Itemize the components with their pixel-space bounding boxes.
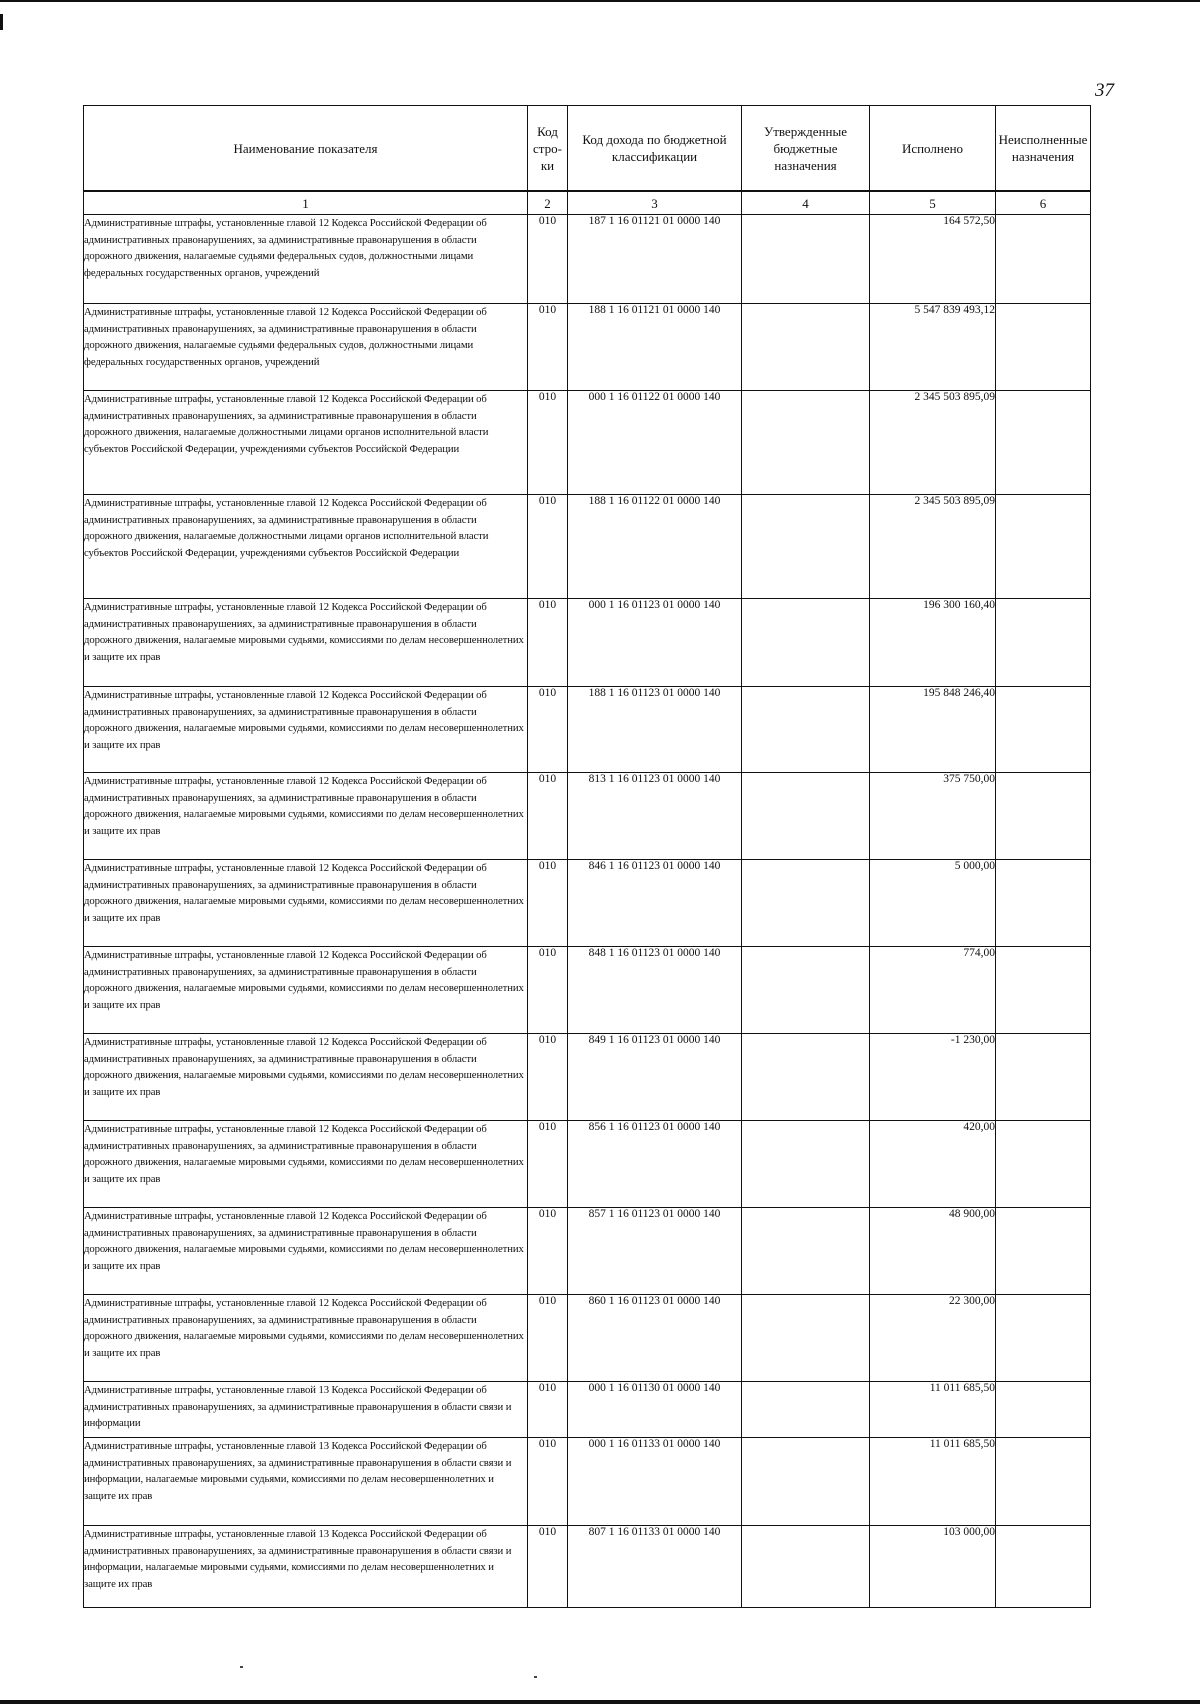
unexecuted-cell <box>996 1438 1091 1526</box>
table-row <box>84 947 1091 1034</box>
line-code-cell: 010 <box>528 495 568 599</box>
line-code-cell: 010 <box>528 1438 568 1526</box>
unexecuted-cell <box>996 391 1091 495</box>
revenue-code-cell: 846 1 16 01123 01 0000 140 <box>568 860 742 947</box>
table-row <box>84 687 1091 773</box>
line-code-cell: 010 <box>528 391 568 495</box>
table-row <box>84 599 1091 687</box>
unexecuted-cell <box>996 495 1091 599</box>
executed-amount-cell: 2 345 503 895,09 <box>870 391 996 495</box>
indicator-name-cell: Административные штрафы, установленные главой 13 Кодекса Российской Федерации об административных правонарушениях, за административные правонарушения в области связи и информации, налагаемые мировыми судьями, комиссиями по делам несовершеннолетних и защите их прав <box>84 1438 528 1526</box>
page-number: 37 <box>1095 80 1114 101</box>
revenue-code-cell: 856 1 16 01123 01 0000 140 <box>568 1121 742 1208</box>
header-row <box>84 106 1091 192</box>
scan-speck <box>534 1676 537 1678</box>
approved-cell <box>742 1438 870 1526</box>
approved-cell <box>742 1382 870 1438</box>
header-revenue-code: Код дохода по бюджетной классификации <box>568 106 742 192</box>
approved-cell <box>742 773 870 860</box>
approved-cell <box>742 1034 870 1121</box>
table-row <box>84 1121 1091 1208</box>
line-code-cell: 010 <box>528 215 568 304</box>
approved-cell <box>742 947 870 1034</box>
executed-amount-cell: -1 230,00 <box>870 1034 996 1121</box>
header-indicator-name: Наименование показателя <box>84 106 528 192</box>
indicator-name-cell: Административные штрафы, установленные главой 12 Кодекса Российской Федерации об административных правонарушениях, за административные правонарушения в области дорожного движения, налагаемые мировыми судьями, комиссиями по делам несовершеннолетних и защите их прав <box>84 860 528 947</box>
executed-amount-cell: 420,00 <box>870 1121 996 1208</box>
header-executed: Исполнено <box>870 106 996 192</box>
executed-amount-cell: 11 011 685,50 <box>870 1438 996 1526</box>
line-code-cell: 010 <box>528 1526 568 1608</box>
indicator-name-cell: Административные штрафы, установленные главой 12 Кодекса Российской Федерации об административных правонарушениях, за административные правонарушения в области дорожного движения, налагаемые мировыми судьями, комиссиями по делам несовершеннолетних и защите их прав <box>84 947 528 1034</box>
indicator-name-cell: Административные штрафы, установленные главой 12 Кодекса Российской Федерации об административных правонарушениях, за административные правонарушения в области дорожного движения, налагаемые мировыми судьями, комиссиями по делам несовершеннолетних и защите их прав <box>84 1034 528 1121</box>
header-approved: Утвержденные бюджетные назначения <box>742 106 870 192</box>
table-row <box>84 304 1091 391</box>
revenue-code-cell: 849 1 16 01123 01 0000 140 <box>568 1034 742 1121</box>
scan-edge-mark <box>0 14 3 30</box>
line-code-cell: 010 <box>528 687 568 773</box>
executed-amount-cell: 103 000,00 <box>870 1526 996 1608</box>
column-number-row <box>84 191 1091 215</box>
column-number: 2 <box>528 191 568 215</box>
executed-amount-cell: 375 750,00 <box>870 773 996 860</box>
indicator-name-cell: Административные штрафы, установленные главой 12 Кодекса Российской Федерации об административных правонарушениях, за административные правонарушения в области дорожного движения, налагаемые судьями федеральных судов, должностными лицами федеральных государственных органов, учреждений <box>84 215 528 304</box>
line-code-cell: 010 <box>528 773 568 860</box>
executed-amount-cell: 11 011 685,50 <box>870 1382 996 1438</box>
table-row <box>84 773 1091 860</box>
executed-amount-cell: 195 848 246,40 <box>870 687 996 773</box>
column-number: 1 <box>84 191 528 215</box>
approved-cell <box>742 391 870 495</box>
indicator-name-cell: Административные штрафы, установленные главой 12 Кодекса Российской Федерации об административных правонарушениях, за административные правонарушения в области дорожного движения, налагаемые мировыми судьями, комиссиями по делам несовершеннолетних и защите их прав <box>84 1121 528 1208</box>
scan-speck <box>240 1666 243 1668</box>
indicator-name-cell: Административные штрафы, установленные главой 12 Кодекса Российской Федерации об административных правонарушениях, за административные правонарушения в области дорожного движения, налагаемые мировыми судьями, комиссиями по делам несовершеннолетних и защите их прав <box>84 687 528 773</box>
approved-cell <box>742 1121 870 1208</box>
line-code-cell: 010 <box>528 1295 568 1382</box>
unexecuted-cell <box>996 687 1091 773</box>
indicator-name-cell: Административные штрафы, установленные главой 12 Кодекса Российской Федерации об административных правонарушениях, за административные правонарушения в области дорожного движения, налагаемые мировыми судьями, комиссиями по делам несовершеннолетних и защите их прав <box>84 773 528 860</box>
line-code-cell: 010 <box>528 860 568 947</box>
table-row <box>84 1382 1091 1438</box>
executed-amount-cell: 48 900,00 <box>870 1208 996 1295</box>
indicator-name-cell: Административные штрафы, установленные главой 12 Кодекса Российской Федерации об административных правонарушениях, за административные правонарушения в области дорожного движения, налагаемые судьями федеральных судов, должностными лицами федеральных государственных органов, учреждений <box>84 304 528 391</box>
revenue-code-cell: 000 1 16 01130 01 0000 140 <box>568 1382 742 1438</box>
indicator-name-cell: Административные штрафы, установленные главой 12 Кодекса Российской Федерации об административных правонарушениях, за административные правонарушения в области дорожного движения, налагаемые мировыми судьями, комиссиями по делам несовершеннолетних и защите их прав <box>84 1295 528 1382</box>
unexecuted-cell <box>996 215 1091 304</box>
executed-amount-cell: 196 300 160,40 <box>870 599 996 687</box>
column-number: 5 <box>870 191 996 215</box>
unexecuted-cell <box>996 304 1091 391</box>
unexecuted-cell <box>996 773 1091 860</box>
table-row <box>84 1526 1091 1608</box>
revenue-execution-table <box>83 105 1091 1608</box>
line-code-cell: 010 <box>528 947 568 1034</box>
approved-cell <box>742 687 870 773</box>
line-code-cell: 010 <box>528 599 568 687</box>
unexecuted-cell <box>996 860 1091 947</box>
approved-cell <box>742 599 870 687</box>
revenue-code-cell: 187 1 16 01121 01 0000 140 <box>568 215 742 304</box>
table-row <box>84 1208 1091 1295</box>
header-line-code: Код стро-ки <box>528 106 568 192</box>
unexecuted-cell <box>996 1034 1091 1121</box>
table-row <box>84 391 1091 495</box>
unexecuted-cell <box>996 599 1091 687</box>
approved-cell <box>742 860 870 947</box>
approved-cell <box>742 215 870 304</box>
indicator-name-cell: Административные штрафы, установленные главой 13 Кодекса Российской Федерации об административных правонарушениях, за административные правонарушения в области связи и информации <box>84 1382 528 1438</box>
revenue-code-cell: 860 1 16 01123 01 0000 140 <box>568 1295 742 1382</box>
line-code-cell: 010 <box>528 1382 568 1438</box>
executed-amount-cell: 164 572,50 <box>870 215 996 304</box>
indicator-name-cell: Административные штрафы, установленные главой 12 Кодекса Российской Федерации об административных правонарушениях, за административные правонарушения в области дорожного движения, налагаемые должностными лицами органов исполнительной власти субъектов Российской Федерации, учреждениями субъектов Российской Федерации <box>84 495 528 599</box>
unexecuted-cell <box>996 1121 1091 1208</box>
revenue-code-cell: 813 1 16 01123 01 0000 140 <box>568 773 742 860</box>
unexecuted-cell <box>996 1295 1091 1382</box>
table-row <box>84 495 1091 599</box>
unexecuted-cell <box>996 1526 1091 1608</box>
line-code-cell: 010 <box>528 1121 568 1208</box>
revenue-code-cell: 000 1 16 01123 01 0000 140 <box>568 599 742 687</box>
table-row <box>84 1295 1091 1382</box>
revenue-code-cell: 000 1 16 01133 01 0000 140 <box>568 1438 742 1526</box>
approved-cell <box>742 304 870 391</box>
revenue-code-cell: 807 1 16 01133 01 0000 140 <box>568 1526 742 1608</box>
executed-amount-cell: 5 000,00 <box>870 860 996 947</box>
executed-amount-cell: 774,00 <box>870 947 996 1034</box>
executed-amount-cell: 2 345 503 895,09 <box>870 495 996 599</box>
table-row <box>84 860 1091 947</box>
revenue-code-cell: 188 1 16 01121 01 0000 140 <box>568 304 742 391</box>
revenue-code-cell: 857 1 16 01123 01 0000 140 <box>568 1208 742 1295</box>
table-row <box>84 1438 1091 1526</box>
header-unexecuted: Неисполненные назначения <box>996 106 1091 192</box>
column-number: 4 <box>742 191 870 215</box>
revenue-code-cell: 848 1 16 01123 01 0000 140 <box>568 947 742 1034</box>
table-row <box>84 215 1091 304</box>
indicator-name-cell: Административные штрафы, установленные главой 12 Кодекса Российской Федерации об административных правонарушениях, за административные правонарушения в области дорожного движения, налагаемые мировыми судьями, комиссиями по делам несовершеннолетних и защите их прав <box>84 599 528 687</box>
line-code-cell: 010 <box>528 1208 568 1295</box>
indicator-name-cell: Административные штрафы, установленные главой 13 Кодекса Российской Федерации об административных правонарушениях, за административные правонарушения в области связи и информации, налагаемые мировыми судьями, комиссиями по делам несовершеннолетних и защите их прав <box>84 1526 528 1608</box>
approved-cell <box>742 495 870 599</box>
revenue-code-cell: 188 1 16 01123 01 0000 140 <box>568 687 742 773</box>
approved-cell <box>742 1295 870 1382</box>
line-code-cell: 010 <box>528 1034 568 1121</box>
approved-cell <box>742 1526 870 1608</box>
bottom-scan-border <box>0 1700 1200 1704</box>
unexecuted-cell <box>996 947 1091 1034</box>
table-row <box>84 1034 1091 1121</box>
table-body <box>84 215 1091 1608</box>
unexecuted-cell <box>996 1208 1091 1295</box>
revenue-code-cell: 000 1 16 01122 01 0000 140 <box>568 391 742 495</box>
revenue-code-cell: 188 1 16 01122 01 0000 140 <box>568 495 742 599</box>
approved-cell <box>742 1208 870 1295</box>
indicator-name-cell: Административные штрафы, установленные главой 12 Кодекса Российской Федерации об административных правонарушениях, за административные правонарушения в области дорожного движения, налагаемые мировыми судьями, комиссиями по делам несовершеннолетних и защите их прав <box>84 1208 528 1295</box>
executed-amount-cell: 5 547 839 493,12 <box>870 304 996 391</box>
column-number: 3 <box>568 191 742 215</box>
unexecuted-cell <box>996 1382 1091 1438</box>
indicator-name-cell: Административные штрафы, установленные главой 12 Кодекса Российской Федерации об административных правонарушениях, за административные правонарушения в области дорожного движения, налагаемые должностными лицами органов исполнительной власти субъектов Российской Федерации, учреждениями субъектов Российской Федерации <box>84 391 528 495</box>
top-scan-border <box>0 0 1200 2</box>
column-number: 6 <box>996 191 1091 215</box>
line-code-cell: 010 <box>528 304 568 391</box>
executed-amount-cell: 22 300,00 <box>870 1295 996 1382</box>
